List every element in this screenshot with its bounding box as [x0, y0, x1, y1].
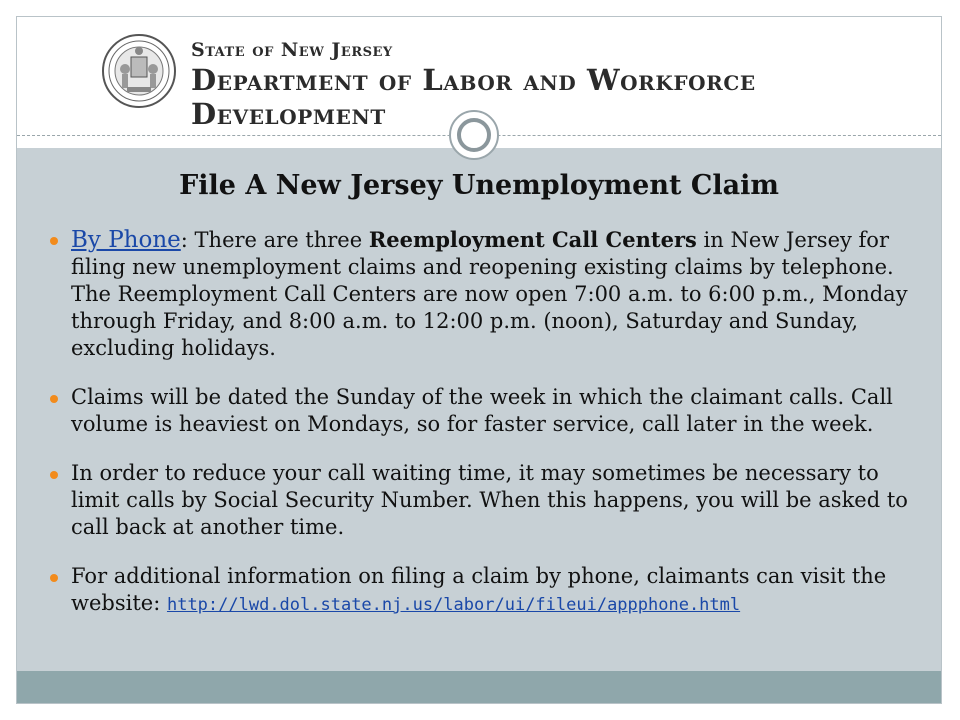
- bullet-call-waiting: [49, 460, 919, 541]
- bullet-text: in New Jersey for filing new unemployment claims and reopening existing claims by telephone. The Reemployment Call Centers are now open 7:00 a.m. to 6:00 p.m., Monday through Friday, and 8:00 a.m. to 12:00 p.m. (noon), Saturday and Sunday, excluding holidays.: [71, 228, 908, 360]
- slide-content: [17, 148, 941, 671]
- bullet-additional-info: [49, 563, 919, 619]
- bullet-text: Claims will be dated the Sunday of the week in which the claimant calls. Call volume is heaviest on Mondays, so for faster service, call later in the week.: [71, 385, 893, 436]
- bullet-dot-icon: [50, 574, 58, 582]
- slide: [16, 16, 942, 704]
- bullet-dot-icon: [50, 471, 58, 479]
- bullet-text: In order to reduce your call waiting time, it may sometimes be necessary to limit calls by Social Security Number. When this happens, you will be asked to call back at another time.: [71, 461, 908, 539]
- bullet-list: [49, 226, 919, 641]
- ring-ornament-icon: [449, 110, 499, 160]
- footer-bar: [17, 671, 941, 703]
- nj-state-seal-icon: [101, 33, 177, 109]
- department-line: Department of Labor and Workforce Development: [191, 63, 756, 131]
- bullet-text: For additional information on filing a claim by phone, claimants can visit the website:: [71, 564, 887, 615]
- bullet-text: There are three: [187, 228, 369, 252]
- bullet-by-phone: [49, 226, 919, 362]
- slide-title: File A New Jersey Unemployment Claim: [179, 170, 779, 201]
- appphone-link[interactable]: http://lwd.dol.state.nj.us/labor/ui/fileui/appphone.html: [166, 595, 741, 615]
- bullet-bold-text: Reemployment Call Centers: [368, 227, 697, 252]
- bullet-dot-icon: [50, 395, 58, 403]
- by-phone-separator: :: [180, 228, 188, 252]
- bullet-dot-icon: [50, 237, 58, 245]
- bullet-claims-dated: [49, 384, 919, 438]
- agency-name: [191, 39, 941, 131]
- by-phone-label: By Phone: [71, 227, 181, 253]
- state-line: State of New Jersey: [191, 39, 393, 61]
- ring-inner: [457, 118, 491, 152]
